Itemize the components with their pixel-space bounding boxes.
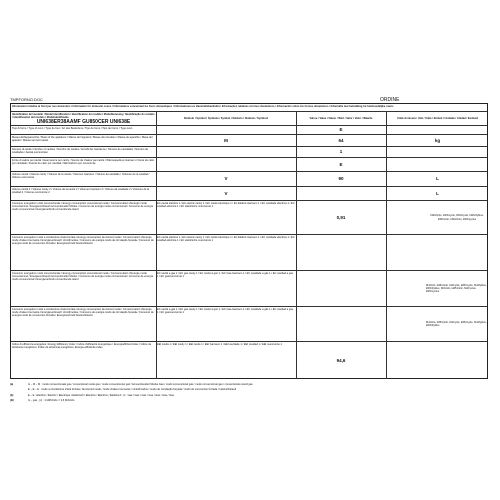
row-symbol: EC cavità a gas 1 / EC gas cavity 1 / EC cavité à gaz 1 / EC Gas-Garraum 1 / EC cavidade a gás 1 / EC cavidad a gas 1 / EC gasovenruimte 1 [157,307,294,314]
row-unit: kWh/ciclo, kWh/cycle, kWh/cycle, kWh/Zyklus, kWh/ciclo, kWh/ciclo, kWh/cyclus [430,214,484,221]
unit-header: Unità di misura / Unit / Unité / Einheit / Unidade / Unidad / Eenheid [397,116,478,120]
table-row [11,158,487,172]
table-row [11,147,487,158]
value-header: Valore / Value / Valeur / Wert / Valor / Valor / Waarde [309,116,373,120]
row-unit [386,235,489,270]
row-value: 90 [338,176,344,182]
row-symbol [156,147,296,157]
model-identification [11,112,156,125]
footnote-key: (b) [10,394,14,397]
row-symbol [156,158,296,171]
footnote-text: E – E – E : modo a circolazione d'aria forzata / fan-forced mode / mode chaleur tournante / Umluftmodus / modo de circulação forçada / modo de convección forzada / heteluchtstand [28,388,237,391]
table-title-row [11,104,487,112]
row-symbol: V [224,176,228,182]
row-value [296,187,386,200]
row-description: Volume cavità 2 / Volume cavity 2 / Volume de la cavité 2 / Volumen Garraum 2 / Volume da cavidade 2 / Volumen de la cavidad 2 / Volume ovenruimte 2 [12,187,150,194]
row-value: 64 [338,137,344,143]
row-symbol: EC cavità elettrica 1 / EC electric cavity 1 / EC cavité électrique 1 / EC Elektro-Garraum 1 / EC cavidade eléctrica 1 / EC cavidad eléctrica 1 / EC elektrische ovenruimte 1 [157,235,295,242]
table-row [11,126,487,135]
table-row [11,187,487,201]
row-symbol: EC cavità a gas 1 / EC gas cavity 1 / EC cavité à gaz 1 / EC Gas-Garraum 1 / EC cavidade a gás 1 / EC cavidad a gas 1 / EC gasovenruimte 1 [157,271,294,278]
table-row [11,172,487,187]
table-title: Informazioni relative ai forni per uso domestico / Information for domestic ovens / Informations concernant les fours domestiques / Informationen zu Haushaltsbacköfen / Informações relativas a fornos domésticos / Información sobre los hornos domésticos / Informatie met betrekking tot huishoudelijke ovens [12,104,394,108]
table-row [11,135,487,147]
row-value: E [339,161,343,167]
row-value [296,307,386,341]
footnote-text: G – gas , (c) : 1 kWh/ciclo = 3,6 MJ/ciclo [28,399,75,402]
table-row [11,235,487,271]
row-value: E [339,127,343,133]
row-value: 0,91 [336,214,346,220]
document-code: TMPFORNO.DOC [10,97,43,102]
row-unit: MJ/ciclo, kWh/ciclo, MJ/cycle, kWh/cycle, MJ/Zyklus, kWh/Zyklus, MJ/ciclo, kWh/ciclo, MJ/cyclus, kWh/cyclus [426,283,487,294]
row-unit: MJ/ciclo, kWh/ciclo, MJ/cycle, kWh/cycle, MJ/Zyklus, kWh/Zyklus [426,320,487,327]
row-symbol: V [224,190,228,196]
row-description: Indice di efficienza energetica / Energy Efficiency Index / Indice d'efficacité énergétique / Energieeffizienzindex / Índice de eficiência energética / Índice de eficiencia energética / Energie-efficiëntie-index [12,342,152,349]
row-description: Fonte di calore per cavità / Heat source per cavity / Source de chaleur par cavité / Wärmequelle je Garraum / Fonte de calor por cavidade / Fuente de calor por cavidad / Warmtebron per ovenruimte [12,158,155,165]
row-symbol: EC cavità elettrica 1 / EC electric cavity 1 / EC cavité électrique 1 / EC Elektro-Garraum 1 / EC cavidade eléctrica 1 / EC cavidad eléctrica 1 / EC elektrische ovenruimte 1 [157,201,295,208]
energy-info-table [10,103,488,379]
row-value [296,271,386,306]
row-unit: L [436,176,439,182]
row-value [296,235,386,270]
footnote-text: E – E : Elettrico / Electric / Electrique / Elektrisch / Eléctrico / Eléctrico / Elektrisch ; G : Gas / Gas / Gaz / Gas / Gás / Gas / Gas [28,394,174,397]
identification-label: Identificativo del modello / Model identification / Identification du modèle / Modellkennung / Identificação do modelo / Identificación del modelo / Modelidentificatie [12,112,155,119]
row-description: Consumo energetico modo convenzionale / Energy consumption conventional mode / Consommation d'énergie mode conventionnel / Energieverbrauch konventioneller Modus / Consumo de energia modo convencional / Consumo de energía modo convencional / Energieverbruik conventionele stand [12,271,154,281]
row-description: Consumo energetico modo a circolazione d'aria forzata / Energy consumption fan-forced mode / Consommation d'énergie mode chaleur tournante / Energieverbrauch Umluftmodus / Consumo de energia modo de circulação forçada / Consumo de energía modo de convección forzada / Energieverbruik heteluchtstand [12,235,154,245]
row-description: Massa dell'apparecchio / Mass of the appliance / Masse de l'appareil / Masse des Gerätes / Massa do aparelho / Masa del aparato / Massa van het toestel [12,135,153,142]
row-unit: L [436,190,439,196]
footnote-key: (B) [10,399,14,402]
row-description: Volume cavità / Volume cavity / Volume de la cavité / Volumen Garraum / Volume da cavidade / Volumen de la cavidad / Volume ovenruimte [12,172,150,179]
row-description: Tipo di forno / Type of oven / Type de four / Art des Backofens / Tipo de forno / Tipo de horno / Type oven [12,126,133,130]
row-unit [386,342,489,379]
table-row [11,201,487,235]
table-row [11,271,487,307]
row-unit [386,158,489,171]
row-unit [386,147,489,157]
identification-row [11,112,487,126]
row-unit [386,126,489,134]
model-name: UNI638ER38AAMF GU850CER UNI638E [36,119,131,125]
table-row [11,342,487,379]
footnote-key: (a) [10,383,14,386]
order-label: ORDINE [380,97,400,103]
row-symbol: EEI cavità 1 / EEI cavity 1 / EEI cavité 1 / EEI Garraum 1 / EEI cavidade 1 / EEI cavidad 1 / EEI ovenruimte 1 [157,342,282,346]
row-symbol [156,126,296,134]
table-row [11,307,487,342]
row-description: Consumo energetico modo convenzionale / Energy consumption conventional mode / Consommation d'énergie mode conventionnel / Energieverbrauch konventioneller Modus / Consumo de energia modo convencional / Consumo de energía modo convencional / Energieverbruik conventionele stand [12,201,154,211]
row-unit: kg [434,137,441,143]
row-description: Numero di cavità / Number of cavities / Nombre de cavités / Anzahl der Garräume / Número de cavidades / Número de cavidades / Aantal ovenruimten [12,147,149,154]
footnote-text: G – M – M : modo convenzionale gas / conventional mode gas / mode conventionnel gaz / konventioneller Modus Gas / modo convencional gás / modo convencional gas / conventionele stand gas [28,383,253,386]
row-symbol: M [224,137,228,143]
row-description: Consumo energetico modo a circolazione d'aria forzata / Energy consumption fan-forced mode / Consommation d'énergie mode chaleur tournante / Energieverbrauch Umluftmodus / Consumo de energia modo de circulação forçada / Consumo de energía modo de convección forzada / Energieverbruik heteluchtstand [12,307,154,317]
row-value: 94,6 [336,357,346,363]
symbol-header: Simbolo / Symbol / Symbole / Symbol / Símbolo / Símbolo / Symbool [183,116,269,120]
row-value: 1 [339,149,343,155]
